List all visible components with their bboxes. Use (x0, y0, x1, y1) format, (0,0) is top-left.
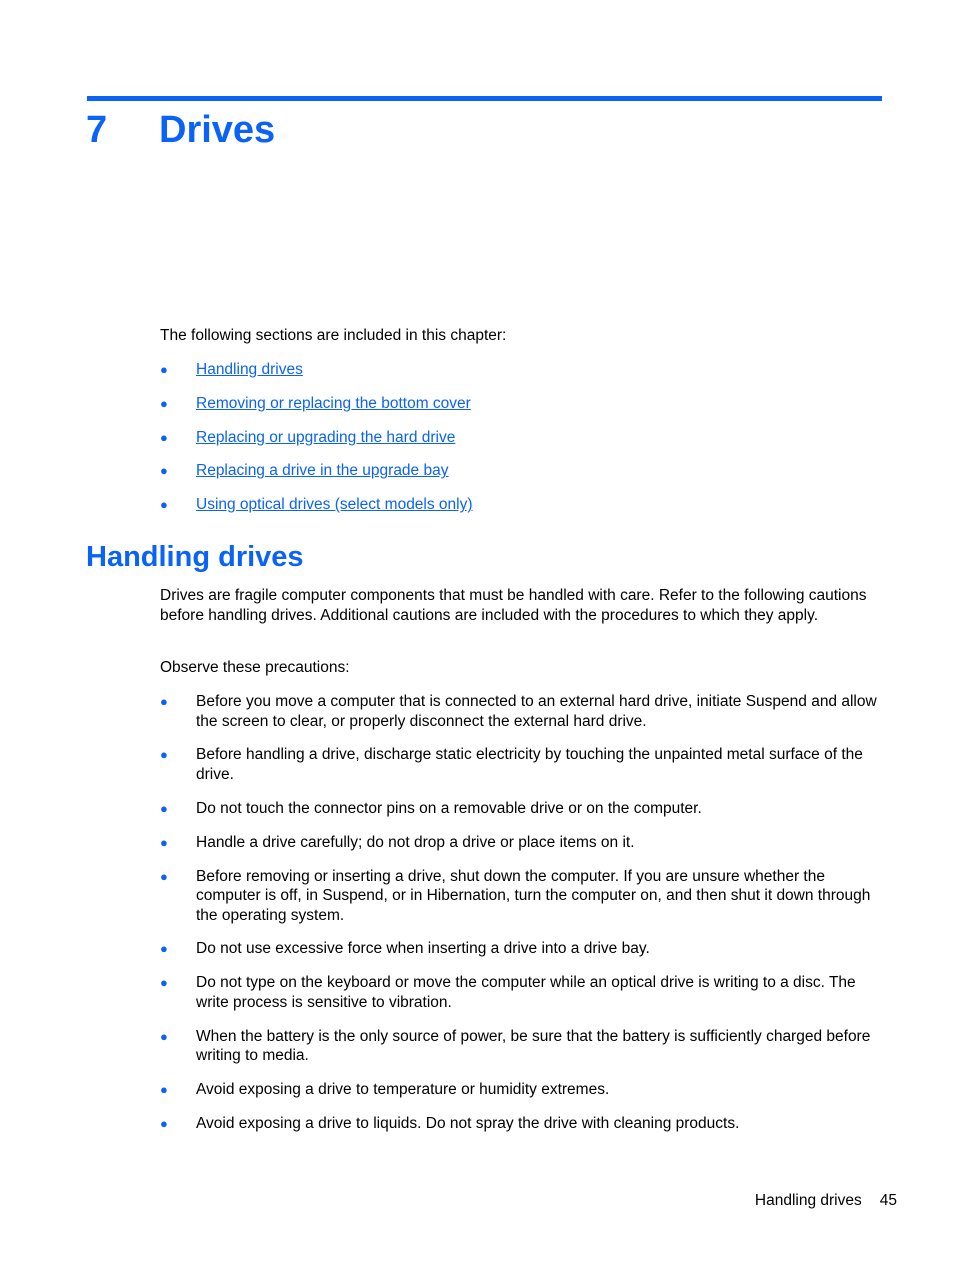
toc-item (160, 428, 880, 448)
precaution-text: Before you move a computer that is connected to an external hard drive, initiate Suspend and allow the screen to clear, or properly disconnect the external hard drive. (196, 693, 877, 730)
precaution-item (160, 833, 882, 853)
precaution-item (160, 867, 882, 926)
bullet-icon: ● (160, 941, 168, 957)
bullet-icon: ● (160, 868, 168, 884)
precaution-item (160, 1080, 882, 1100)
bullet-icon: ● (160, 463, 168, 479)
chapter-number: 7 (86, 109, 108, 151)
footer-section-label: Handling drives (754, 1192, 862, 1209)
bullet-icon: ● (160, 1116, 168, 1132)
bullet-icon: ● (160, 800, 168, 816)
toc-link-optical-drives[interactable]: Using optical drives (select models only) (196, 496, 473, 514)
precaution-item (160, 745, 882, 784)
page-footer (755, 1191, 897, 1211)
precaution-item (160, 1027, 882, 1066)
toc-link-hard-drive[interactable]: Replacing or upgrading the hard drive (196, 428, 456, 446)
precautions-intro: Observe these precautions: (160, 659, 350, 676)
bullet-icon: ● (160, 429, 168, 445)
intro-text: The following sections are included in this chapter: (160, 327, 507, 344)
bullet-icon: ● (160, 834, 168, 850)
precaution-item (160, 973, 882, 1012)
precaution-text: Handle a drive carefully; do not drop a drive or place items on it. (196, 833, 635, 851)
precaution-item (160, 799, 882, 819)
toc-item (160, 461, 880, 481)
precaution-item (160, 1114, 882, 1134)
precaution-text: Do not use excessive force when inserting a drive into a drive bay. (196, 940, 650, 958)
bullet-icon: ● (160, 497, 168, 513)
section-paragraph: Drives are fragile computer components that must be handled with care. Refer to the following cautions before handling drives. Additional cautions are included with the procedures to which they apply. (160, 587, 867, 624)
bullet-icon: ● (160, 395, 168, 411)
bullet-icon: ● (160, 694, 168, 709)
bullet-icon: ● (160, 1028, 168, 1044)
toc-item (160, 394, 880, 414)
precaution-text: Before handling a drive, discharge static electricity by touching the unpainted metal surface of the drive. (196, 746, 863, 783)
precaution-text: Do not touch the connector pins on a removable drive or on the computer. (196, 799, 702, 817)
section-heading: Handling drives (86, 541, 304, 573)
toc-item (160, 495, 880, 515)
toc-link-handling-drives[interactable]: Handling drives (196, 361, 303, 378)
chapter-contents-list (160, 360, 880, 529)
toc-item (160, 360, 880, 380)
page-number: 45 (879, 1192, 897, 1209)
precaution-item (160, 692, 882, 731)
bullet-icon: ● (160, 362, 168, 377)
toc-link-bottom-cover[interactable]: Removing or replacing the bottom cover (196, 394, 471, 412)
precaution-text: Avoid exposing a drive to liquids. Do not spray the drive with cleaning products. (196, 1115, 740, 1133)
bullet-icon: ● (160, 747, 168, 763)
chapter-heading (86, 106, 275, 154)
bullet-icon: ● (160, 1082, 168, 1098)
precaution-text: Before removing or inserting a drive, shut down the computer. If you are unsure whether the computer is off, in Suspend, or in Hibernation, turn the computer on, and then shut it down through the operating system. (196, 867, 871, 924)
precaution-text: Avoid exposing a drive to temperature or humidity extremes. (196, 1081, 610, 1099)
chapter-title: Drives (159, 109, 276, 151)
precaution-text: When the battery is the only source of power, be sure that the battery is sufficiently charged before writing to media. (196, 1027, 871, 1065)
bullet-icon: ● (160, 975, 168, 991)
precaution-item (160, 939, 882, 959)
precautions-list (160, 692, 882, 1148)
toc-link-upgrade-bay[interactable]: Replacing a drive in the upgrade bay (196, 462, 449, 480)
precaution-text: Do not type on the keyboard or move the computer while an optical drive is writing to a disc. The write process is sensitive to vibration. (196, 974, 856, 1011)
chapter-rule (87, 96, 882, 101)
